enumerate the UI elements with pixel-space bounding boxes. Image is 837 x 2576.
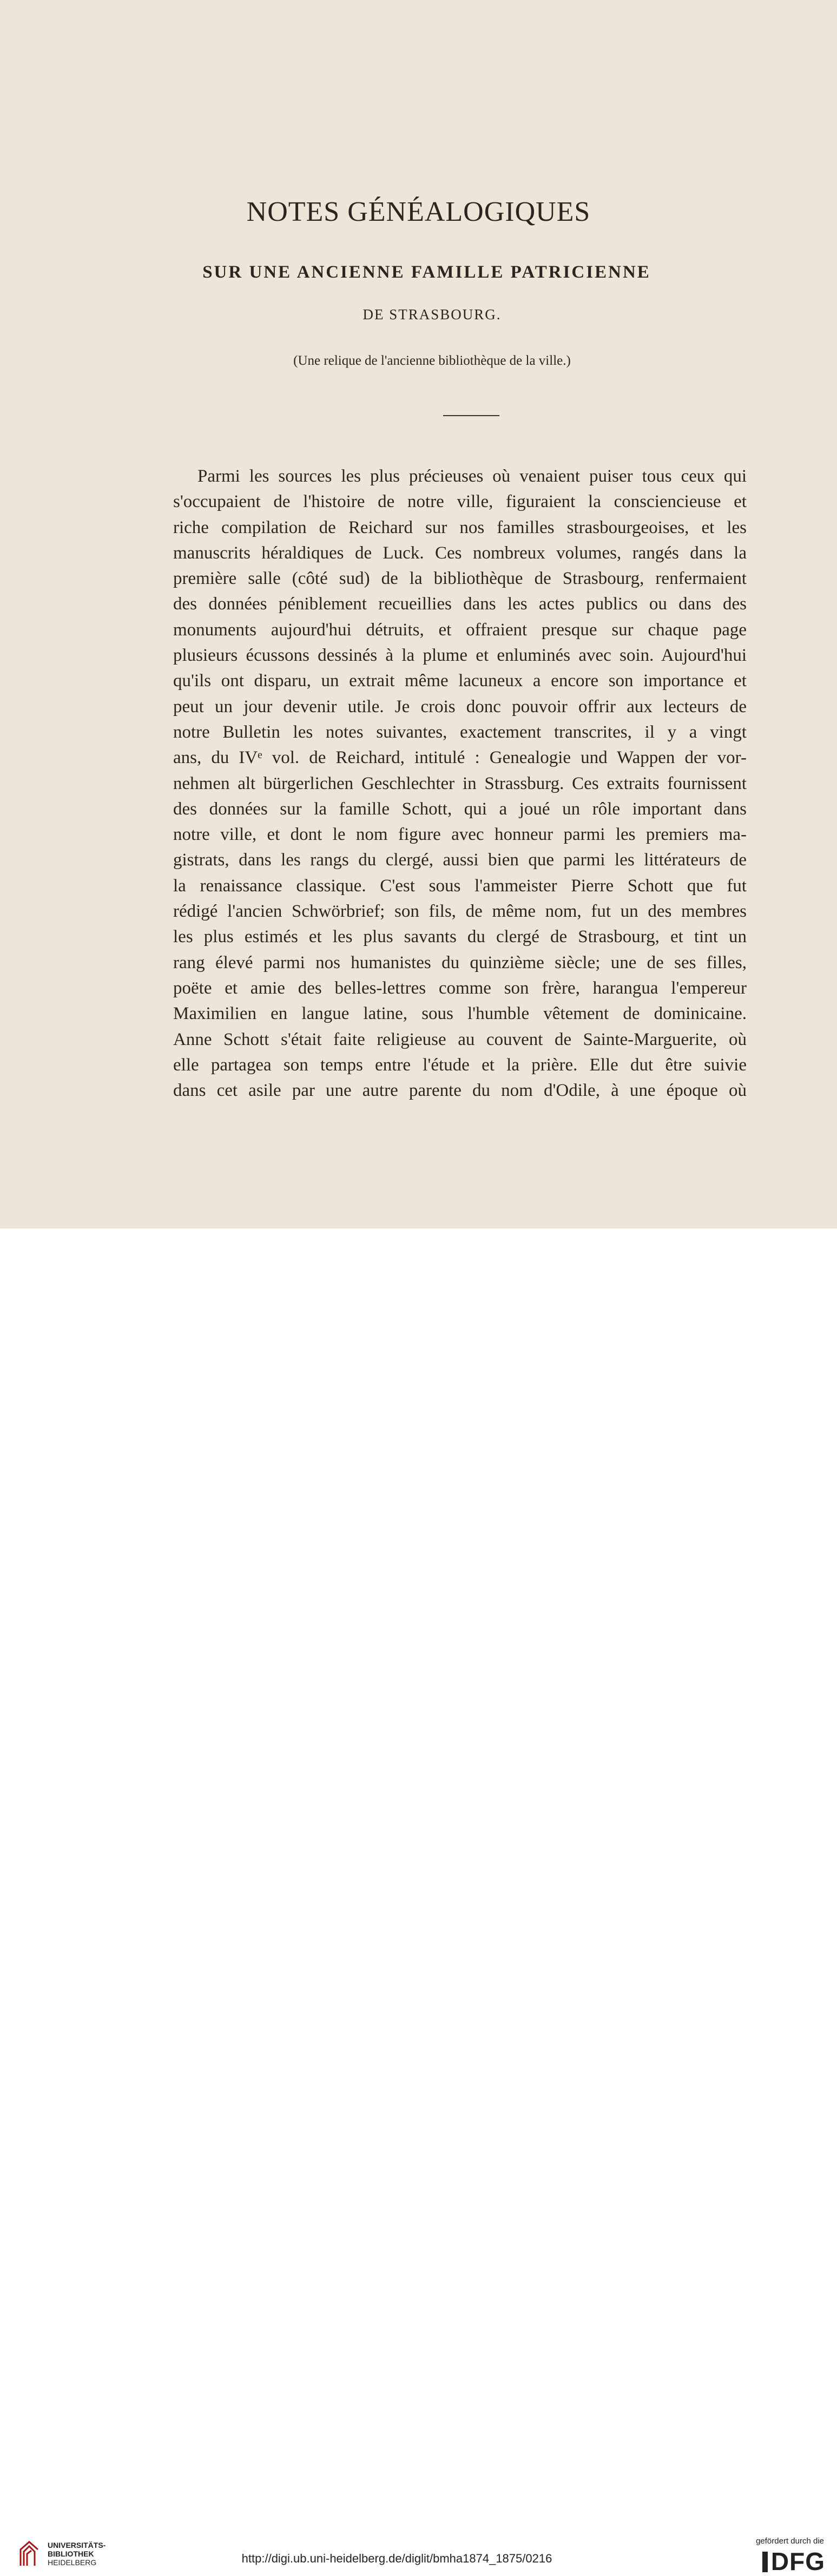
text-line: ans, du IVᵉ vol. de Reichard, intitulé : Genealogie und Wappen der vor-	[173, 748, 747, 768]
text-line: première salle (côté sud) de la bibliothèque de Strasbourg, renfermaient	[173, 569, 747, 589]
library-line: BIBLIOTHEK	[48, 2549, 94, 2558]
text-line: les plus estimés et les plus savants du clergé de Strasbourg, et tint un	[173, 927, 747, 947]
section-divider	[443, 415, 499, 416]
text-line: Anne Schott s'était faite religieuse au couvent de Sainte-Marguerite, où	[173, 1029, 747, 1049]
text-line: gistrats, dans les rangs du clergé, aussi bien que parmi les littérateurs de	[173, 850, 747, 870]
text-line: poëte et amie des belles-lettres comme son frère, harangua l'empereur	[173, 978, 747, 998]
text-line: peut un jour devenir utile. Je crois donc pouvoir offrir aux lecteurs de	[173, 696, 747, 717]
text-line: Maximilien en langue latine, sous l'humble vêtement de dominicaine.	[173, 1004, 747, 1024]
text-line: qu'ils ont disparu, un extrait même lacuneux a encore son importance et	[173, 671, 747, 691]
text-line: notre Bulletin les notes suivantes, exactement transcrites, il y a vingt	[173, 722, 747, 742]
text-line: des données sur la famille Schott, qui a joué un rôle important dans	[173, 799, 747, 819]
text-line: dans cet asile par une autre parente du nom d'Odile, à une époque où	[173, 1081, 747, 1101]
text-line: la renaissance classique. C'est sous l'ammeister Pierre Schott que fut	[173, 876, 747, 896]
text-line: nehmen alt bürgerlichen Geschlechter in Strassburg. Ces extraits fournissent	[173, 773, 747, 793]
provenance-note: (Une relique de l'ancienne bibliothèque de la ville.)	[293, 353, 571, 368]
text-line: rédigé l'ancien Schwörbrief; son fils, de même nom, fut un des membres	[173, 902, 747, 922]
text-line: monuments aujourd'hui détruits, et offraient presque sur chaque page	[173, 620, 747, 640]
body-text	[173, 464, 747, 1103]
text-line: riche compilation de Reichard sur nos familles strasbourgeoises, et les	[173, 517, 747, 537]
text-line: plusieurs écussons dessinés à la plume et enluminés avec soin. Aujourd'hui	[173, 646, 747, 666]
viewer-footer	[0, 1228, 837, 2575]
page-subtitle-city: DE STRASBOURG.	[363, 306, 502, 323]
funded-by-label: gefördert durch die	[756, 2536, 824, 2546]
text-line: Parmi les sources les plus précieuses où venaient puiser tous ceux qui	[197, 466, 747, 486]
text-line: rang élevé parmi nos humanistes du quinzième siècle; une de ses filles,	[173, 952, 747, 972]
dfg-mark-icon	[762, 2552, 768, 2572]
dfg-logo-text: DFG	[770, 2547, 825, 2575]
library-line: UNIVERSITÄTS-	[48, 2541, 106, 2549]
permalink[interactable]: http://digi.ub.uni-heidelberg.de/diglit/bmha1874_1875/0216	[241, 2552, 552, 2565]
text-line: manuscrits héraldiques de Luck. Ces nombreux volumes, rangés dans la	[173, 543, 747, 563]
text-line: s'occupaient de l'histoire de notre ville, figuraient la consciencieuse et	[173, 492, 747, 512]
library-line: HEIDELBERG	[48, 2558, 97, 2567]
page-subtitle: SUR UNE ANCIENNE FAMILLE PATRICIENNE	[202, 262, 651, 282]
dfg-logo	[762, 2547, 825, 2576]
text-line: notre ville, et dont le nom figure avec honneur parmi les premiers ma-	[173, 825, 747, 845]
scanned-page	[0, 0, 837, 1228]
page-title: NOTES GÉNÉALOGIQUES	[246, 196, 591, 227]
text-line: elle partagea son temps entre l'étude et la prière. Elle dut être suivie	[173, 1055, 747, 1075]
text-line: des données péniblement recueillies dans les actes publics ou dans des	[173, 594, 747, 614]
